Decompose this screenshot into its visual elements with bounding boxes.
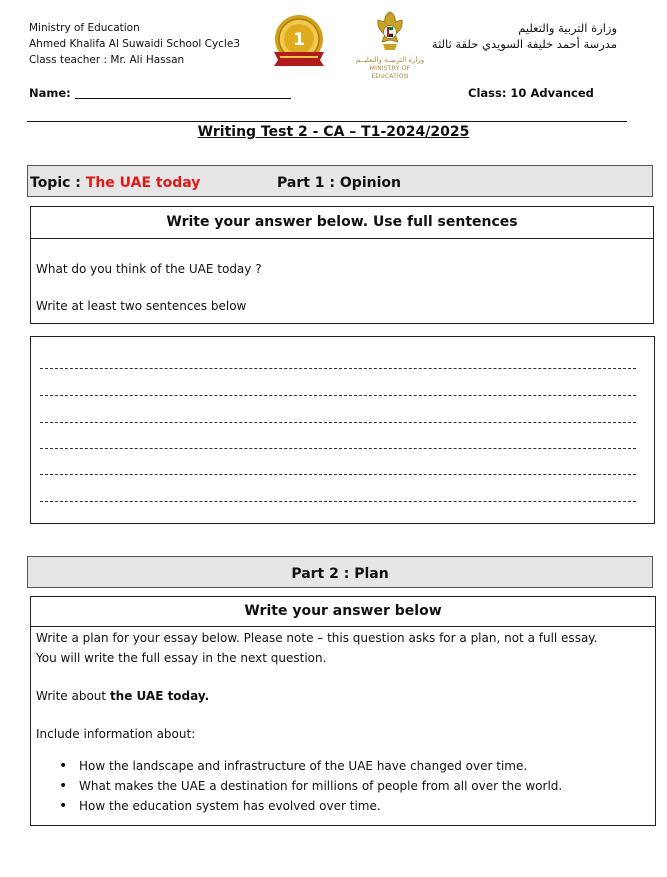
part1-question-box bbox=[30, 206, 654, 324]
part2-bar bbox=[27, 556, 653, 588]
part1-box-title: Write your answer below. Use full sentences bbox=[31, 207, 653, 239]
school-name: Ahmed Khalifa Al Suwaidi School Cycle3 bbox=[29, 38, 240, 50]
ministry-label: Ministry of Education bbox=[29, 22, 140, 34]
svg-text:1: 1 bbox=[293, 30, 305, 50]
list-item: • How the landscape and infrastructure of the UAE have changed over time. bbox=[59, 756, 562, 776]
class-label: Class: 10 Advanced bbox=[468, 86, 594, 100]
part1-title: Part 1 : Opinion bbox=[277, 175, 401, 191]
topic-value: The UAE today bbox=[85, 175, 201, 191]
part2-bullet-list bbox=[59, 756, 562, 816]
answer-line[interactable] bbox=[40, 422, 636, 423]
answer-line[interactable] bbox=[40, 474, 636, 475]
name-label: Name: bbox=[29, 86, 71, 100]
answer-line[interactable] bbox=[40, 395, 636, 396]
part2-write-about bbox=[36, 686, 209, 706]
part1-answer-area[interactable] bbox=[30, 336, 655, 524]
falcon-emblem-icon bbox=[373, 10, 407, 54]
part2-intro bbox=[36, 628, 598, 668]
header-divider bbox=[27, 121, 627, 122]
list-item: • How the education system has evolved over time. bbox=[59, 796, 562, 816]
answer-line[interactable] bbox=[40, 501, 636, 502]
school-name-arabic: مدرسة أحمد خليفة السويدي حلقة ثالثة bbox=[431, 37, 617, 51]
part2-title: Part 2 : Plan bbox=[291, 566, 389, 582]
write-about-prefix: Write about bbox=[36, 689, 110, 703]
uae-emblem bbox=[352, 10, 428, 78]
header-left bbox=[29, 20, 240, 68]
part2-include-label: Include information about: bbox=[36, 727, 196, 741]
ministry-arabic: وزارة التربية والتعليم bbox=[518, 21, 617, 35]
part1-instruction: Write at least two sentences below bbox=[36, 299, 247, 313]
emblem-english-label: MINISTRY OF EDUCATION bbox=[369, 65, 411, 80]
part2-box-title: Write your answer below bbox=[31, 597, 655, 627]
name-blank-line bbox=[75, 87, 291, 99]
list-item: • What makes the UAE a destination for millions of people from all over the world. bbox=[59, 776, 562, 796]
topic-label bbox=[30, 175, 200, 191]
part2-question-box bbox=[30, 596, 656, 826]
test-title bbox=[0, 124, 667, 140]
topic-prefix: Topic : bbox=[30, 175, 86, 191]
topic-bar bbox=[27, 165, 653, 197]
test-title-text: Writing Test 2 - CA – T1-2024/2025 bbox=[197, 124, 470, 140]
class-teacher: Class teacher : Mr. Ali Hassan bbox=[29, 54, 185, 66]
part2-intro-line2: You will write the full essay in the next question. bbox=[36, 651, 327, 665]
header-right bbox=[432, 20, 617, 52]
part1-question: What do you think of the UAE today ? bbox=[36, 262, 262, 276]
answer-line[interactable] bbox=[40, 448, 636, 449]
emblem-arabic-label: وزارة التربيــة والتعليــم bbox=[355, 56, 425, 64]
part2-intro-line1: Write a plan for your essay below. Please note – this question asks for a plan, not a full essay. bbox=[36, 631, 598, 645]
school-medal-logo bbox=[270, 12, 328, 70]
answer-line[interactable] bbox=[40, 368, 636, 369]
write-about-topic: the UAE today. bbox=[109, 689, 210, 703]
name-field bbox=[29, 86, 291, 100]
